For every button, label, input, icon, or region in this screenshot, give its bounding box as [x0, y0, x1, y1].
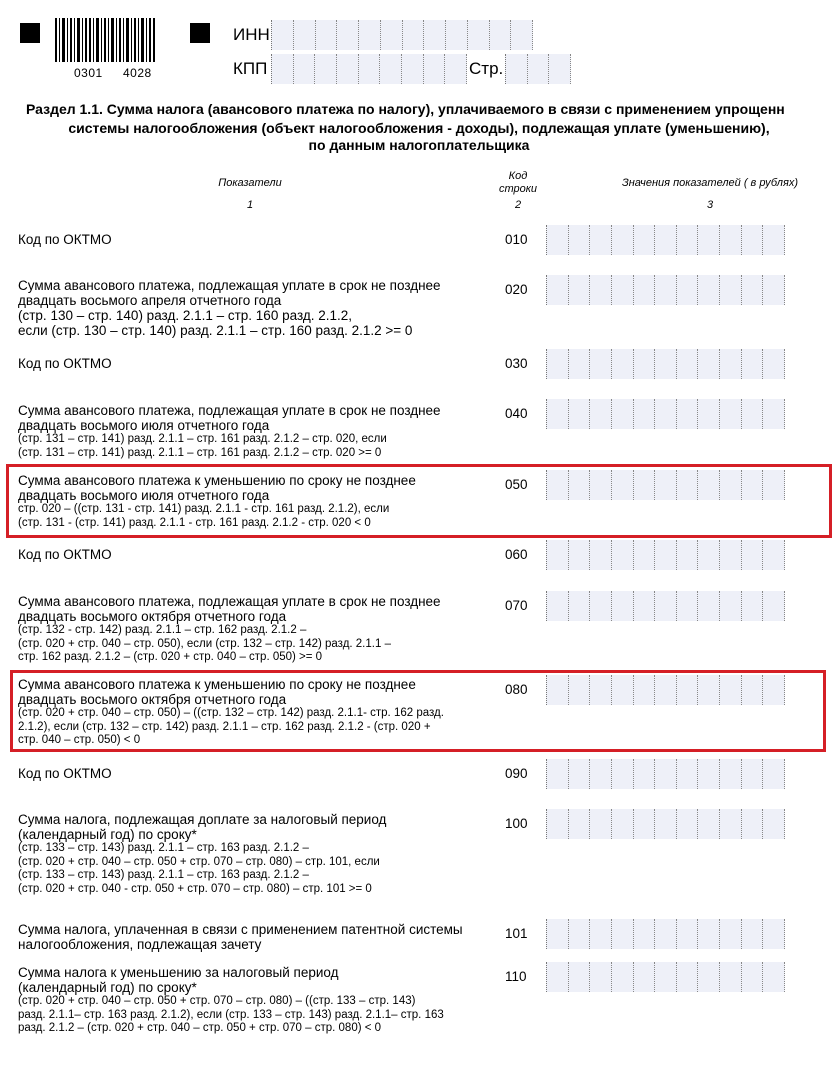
kpp-label: КПП	[233, 59, 268, 78]
row-formula-line: 2.1.2), если (стр. 132 – стр. 142) разд. 2.1.1 – стр. 162 разд. 2.1.2 - (стр. 020 +	[18, 720, 431, 733]
row-formula-line: (стр. 020 + стр. 040 – стр. 050 + стр. 070 – стр. 080) – ((стр. 133 – стр. 143)	[18, 995, 416, 1007]
corner-marker-left	[20, 23, 40, 43]
row-code-050: 050	[505, 477, 528, 492]
barcode	[55, 18, 155, 64]
row-label-020	[18, 278, 478, 338]
row-label-line: Сумма авансового платежа, подлежащая уплате в срок не позднее	[18, 594, 441, 609]
row-code-030: 030	[505, 356, 528, 371]
row-label-090	[18, 766, 478, 781]
row-label-110	[18, 965, 478, 1036]
row-formula-line: стр. 162 разд. 2.1.2 – (стр. 020 + стр. 040 – стр. 050) >= 0	[18, 651, 323, 663]
row-label-line: Код по ОКТМО	[18, 766, 112, 781]
row-label-030	[18, 356, 478, 371]
row-label-line: (календарный год) по сроку*	[18, 980, 197, 995]
row-formula-line: (стр. 132 - стр. 142) разд. 2.1.1 – стр. 162 разд. 2.1.2 –	[18, 624, 307, 636]
row-formula-line: (стр. 131 – стр. 141) разд. 2.1.1 – стр. 161 разд. 2.1.2 – стр. 020, если	[18, 433, 387, 445]
row-label-line: двадцать восьмого июля отчетного года	[18, 488, 270, 503]
row-code-010: 010	[505, 232, 528, 247]
row-label-line: (календарный год) по сроку*	[18, 827, 197, 842]
column-header-values: Значения показателей ( в рублях)	[621, 177, 799, 189]
row-formula-line: стр. 040 – стр. 050) < 0	[18, 734, 141, 746]
row-code-020: 020	[505, 282, 528, 297]
inn-label: ИНН	[233, 25, 270, 44]
column-header-values-num: 3	[706, 199, 714, 211]
value-field-060[interactable]	[546, 540, 785, 570]
value-field-090[interactable]	[546, 759, 785, 789]
row-code-070: 070	[505, 598, 528, 613]
row-formula-line: разд. 2.1.1– стр. 163 разд. 2.1.2), если (стр. 133 – стр. 143) разд. 2.1.1– стр. 163	[18, 1008, 444, 1021]
row-label-line: Код по ОКТМО	[18, 232, 112, 247]
row-formula-line: (стр. 020 + стр. 040 – стр. 050), если (стр. 132 – стр. 142) разд. 2.1.1 –	[18, 637, 391, 650]
barcode-icon	[55, 18, 155, 62]
row-label-line: Код по ОКТМО	[18, 547, 112, 562]
row-label-line: Сумма авансового платежа, подлежащая уплате в срок не позднее	[18, 403, 441, 418]
row-label-line: если (стр. 130 – стр. 140) разд. 2.1.1 – стр. 160 разд. 2.1.2 >= 0	[18, 323, 413, 338]
corner-marker-right	[190, 23, 210, 43]
row-label-line: двадцать восьмого октября отчетного года	[18, 692, 287, 707]
value-field-100[interactable]	[546, 809, 785, 839]
row-label-070	[18, 594, 478, 665]
section-title-line-2: системы налогообложения (объект налогообложения - доходы), подлежащая уплате (уменьшению),	[68, 120, 770, 136]
row-label-line: (стр. 130 – стр. 140) разд. 2.1.1 – стр. 160 разд. 2.1.2,	[18, 308, 352, 323]
row-formula-line: (стр. 133 – стр. 143) разд. 2.1.1 – стр. 163 разд. 2.1.2 –	[18, 842, 309, 854]
highlight-row-050	[6, 464, 832, 538]
row-label-line: Сумма налога к уменьшению за налоговый период	[18, 965, 339, 980]
row-code-080: 080	[505, 682, 528, 697]
page-label: Стр.	[469, 59, 504, 78]
value-field-110[interactable]	[546, 962, 785, 992]
row-label-line: Сумма авансового платежа, подлежащая уплате в срок не позднее	[18, 278, 441, 293]
column-header-indicators-num: 1	[246, 199, 254, 211]
row-label-line: двадцать восьмого апреля отчетного года	[18, 293, 282, 308]
row-formula-line: (стр. 133 – стр. 143) разд. 2.1.1 – стр. 163 разд. 2.1.2 –	[18, 869, 309, 881]
row-label-line: Сумма авансового платежа к уменьшению по сроку не позднее	[18, 473, 416, 488]
row-label-101	[18, 922, 478, 952]
barcode-number-left: 0301	[74, 66, 103, 80]
row-formula-line: (стр. 020 + стр. 040 – стр. 050) – ((стр. 132 – стр. 142) разд. 2.1.1- стр. 162 разд.	[18, 707, 444, 719]
column-header-code-l2: строки	[498, 183, 538, 195]
page-number-field[interactable]	[505, 54, 571, 84]
row-label-line: Код по ОКТМО	[18, 356, 112, 371]
value-field-030[interactable]	[546, 349, 785, 379]
row-code-101: 101	[505, 926, 528, 941]
row-label-line: двадцать восьмого июля отчетного года	[18, 418, 270, 433]
highlight-row-080	[10, 670, 826, 752]
section-title-line-1: Раздел 1.1. Сумма налога (авансового платежа по налогу), уплачиваемого в связи с применением упрощенн	[26, 101, 785, 117]
row-formula-line: (стр. 131 – стр. 141) разд. 2.1.1 – стр. 161 разд. 2.1.2 – стр. 020 >= 0	[18, 446, 382, 459]
row-label-line: Сумма налога, уплаченная в связи с применением патентной системы	[18, 922, 463, 937]
column-header-indicators: Показатели	[218, 177, 282, 189]
row-formula-line: (стр. 131 - (стр. 141) разд. 2.1.1 - стр. 161 разд. 2.1.2 - стр. 020 < 0	[18, 516, 371, 529]
row-formula-line: стр. 020 – ((стр. 131 - стр. 141) разд. 2.1.1 - стр. 161 разд. 2.1.2), если	[18, 503, 390, 515]
row-code-040: 040	[505, 406, 528, 421]
row-formula-line: (стр. 020 + стр. 040 - стр. 050 + стр. 070 – стр. 080) – стр. 101 >= 0	[18, 882, 372, 895]
section-title-line-3: по данным налогоплательщика	[308, 137, 530, 153]
kpp-field[interactable]	[271, 54, 467, 84]
row-label-010	[18, 232, 478, 247]
inn-field[interactable]	[271, 20, 533, 50]
row-formula-line: разд. 2.1.2 – (стр. 020 + стр. 040 – стр. 050 + стр. 070 – стр. 080) < 0	[18, 1022, 382, 1034]
column-header-code-num: 2	[514, 199, 522, 211]
barcode-number-right: 4028	[123, 66, 152, 80]
column-header-code-l1: Код	[508, 170, 528, 182]
row-label-040	[18, 403, 478, 460]
row-label-100	[18, 812, 478, 896]
value-field-020[interactable]	[546, 275, 785, 305]
value-field-040[interactable]	[546, 399, 785, 429]
value-field-010[interactable]	[546, 225, 785, 255]
row-label-line: налогообложения, подлежащая зачету	[18, 937, 262, 952]
row-label-line: двадцать восьмого октября отчетного года	[18, 609, 287, 624]
row-code-110: 110	[505, 969, 527, 984]
row-label-line: Сумма налога, подлежащая доплате за налоговый период	[18, 812, 387, 827]
row-label-line: Сумма авансового платежа к уменьшению по сроку не позднее	[18, 677, 416, 692]
row-code-100: 100	[505, 816, 528, 831]
row-label-060	[18, 547, 478, 562]
value-field-070[interactable]	[546, 591, 785, 621]
row-formula-line: (стр. 020 + стр. 040 – стр. 050 + стр. 070 – стр. 080) – стр. 101, если	[18, 855, 380, 868]
value-field-101[interactable]	[546, 919, 785, 949]
row-code-060: 060	[505, 547, 528, 562]
row-code-090: 090	[505, 766, 528, 781]
